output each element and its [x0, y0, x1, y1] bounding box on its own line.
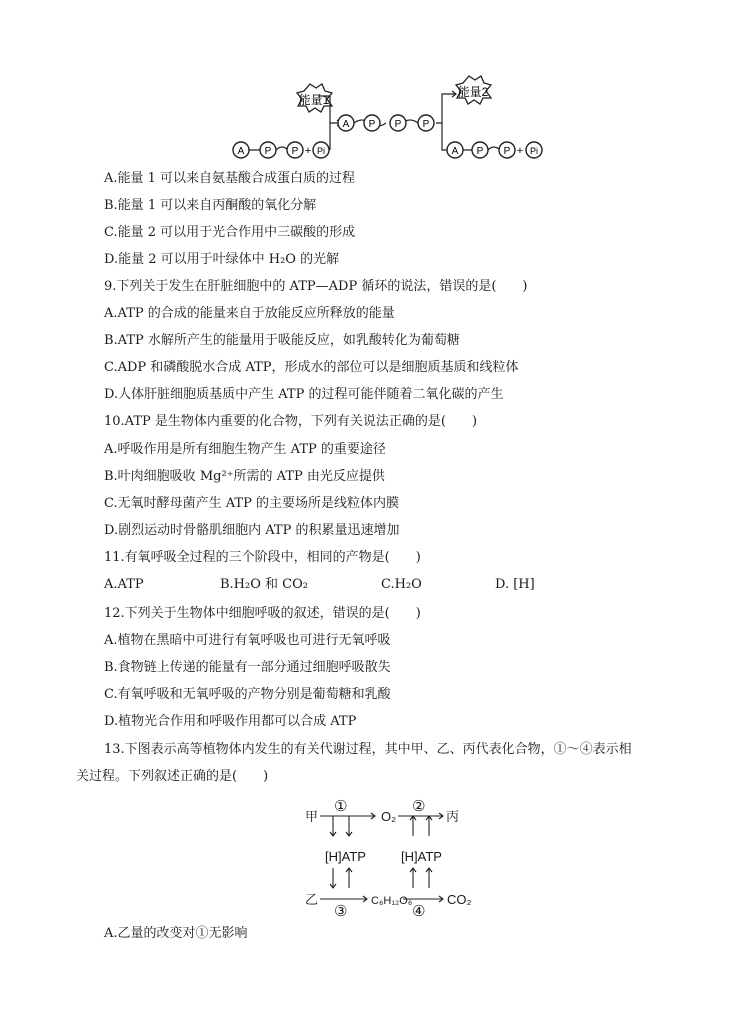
svg-text:A: A — [342, 119, 350, 130]
q9-option-b: B.ATP 水解所产生的能量用于吸能反应，如乳酸转化为葡萄糖 — [104, 333, 460, 348]
q10-option-b: B.叶肉细胞吸收 Mg²⁺所需的 ATP 由光反应提供 — [104, 469, 385, 484]
metabolism-diagram — [0, 792, 737, 917]
top-chain — [338, 115, 434, 131]
process-4: ④ — [412, 903, 426, 917]
svg-text:Pi: Pi — [316, 146, 326, 156]
glucose-label: C₆H₁₂O₆ — [371, 895, 413, 907]
q8-option-c: C.能量 2 可以用于光合作用中三碳酸的形成 — [104, 225, 356, 240]
q12-option-d: D.植物光合作用和呼吸作用都可以合成 ATP — [104, 714, 357, 729]
svg-text:A: A — [237, 146, 245, 157]
q9-option-c: C.ADP 和磷酸脱水合成 ATP，形成水的部位可以是细胞质基质和线粒体 — [104, 360, 519, 375]
q10-option-d: D.剧烈运动时骨骼肌细胞内 ATP 的积累量迅速增加 — [104, 523, 400, 538]
q12-option-a: A.植物在黑暗中可进行有氧呼吸也可进行无氧呼吸 — [104, 633, 391, 648]
compound-bing: 丙 — [446, 809, 460, 824]
svg-text:P: P — [368, 119, 376, 130]
q11-option-b: B.H₂O 和 CO₂ — [220, 577, 308, 592]
q13-stem-line1: 13.下图表示高等植物体内发生的有关代谢过程，其中甲、乙、丙代表化合物，①～④表示相 — [104, 742, 632, 757]
left-chain — [233, 142, 329, 158]
q11-option-d: D. [H] — [495, 577, 535, 592]
q11-option-a: A.ATP — [104, 577, 144, 592]
hatp-right: [H]ATP — [401, 849, 442, 864]
energy2-label: 能量2 — [457, 85, 489, 99]
q8-option-d: D.能量 2 可以用于叶绿体中 H₂O 的光解 — [104, 252, 340, 267]
q12-option-b: B.食物链上传递的能量有一部分通过细胞呼吸散失 — [104, 660, 391, 675]
hatp-left: [H]ATP — [325, 849, 366, 864]
svg-text:Pi: Pi — [529, 146, 539, 156]
q13-stem-line2: 关过程。下列叙述正确的是( ) — [76, 769, 269, 784]
compound-yi: 乙 — [305, 892, 319, 907]
q10-stem: 10.ATP 是生物体内重要的化合物，下列有关说法正确的是( ) — [104, 414, 478, 429]
right-chain — [447, 142, 542, 158]
svg-text:P: P — [264, 146, 272, 157]
energy1-label: 能量1 — [298, 93, 330, 107]
q9-option-d: D.人体肝脏细胞质基质中产生 ATP 的过程可能伴随着二氧化碳的产生 — [104, 387, 504, 402]
svg-text:+: + — [304, 145, 312, 157]
compound-jia: 甲 — [305, 809, 319, 824]
q11-option-c: C.H₂O — [381, 577, 422, 592]
q9-option-a: A.ATP 的合成的能量来自于放能反应所释放的能量 — [104, 306, 395, 321]
svg-text:P: P — [394, 119, 402, 130]
process-3: ③ — [334, 903, 348, 917]
q12-option-c: C.有氧呼吸和无氧呼吸的产物分别是葡萄糖和乳酸 — [104, 687, 391, 702]
co2-label: CO₂ — [447, 892, 472, 907]
svg-text:P: P — [476, 146, 484, 157]
svg-text:P: P — [291, 146, 299, 157]
q12-stem: 12.下列关于生物体中细胞呼吸的叙述，错误的是( ) — [104, 606, 421, 621]
process-1: ① — [334, 798, 348, 815]
q9-stem: 9.下列关于发生在肝脏细胞中的 ATP—ADP 循环的说法，错误的是( ) — [104, 279, 528, 294]
svg-text:+: + — [516, 145, 524, 157]
q13-option-a: A.乙量的改变对①无影响 — [104, 926, 248, 941]
svg-text:P: P — [422, 119, 430, 130]
q11-stem: 11.有氧呼吸全过程的三个阶段中，相同的产物是( ) — [104, 550, 421, 565]
o2-label: O₂ — [381, 809, 397, 824]
q10-option-a: A.呼吸作用是所有细胞生物产生 ATP 的重要途径 — [104, 442, 386, 457]
q11-options — [0, 576, 737, 594]
svg-text:A: A — [451, 146, 459, 157]
atp-adp-diagram — [0, 0, 737, 170]
svg-text:P: P — [503, 146, 511, 157]
q8-option-b: B.能量 1 可以来自丙酮酸的氧化分解 — [104, 198, 317, 213]
process-2: ② — [412, 798, 426, 815]
q8-option-a: A.能量 1 可以来自氨基酸合成蛋白质的过程 — [104, 171, 356, 186]
q10-option-c: C.无氧时酵母菌产生 ATP 的主要场所是线粒体内膜 — [104, 496, 399, 511]
